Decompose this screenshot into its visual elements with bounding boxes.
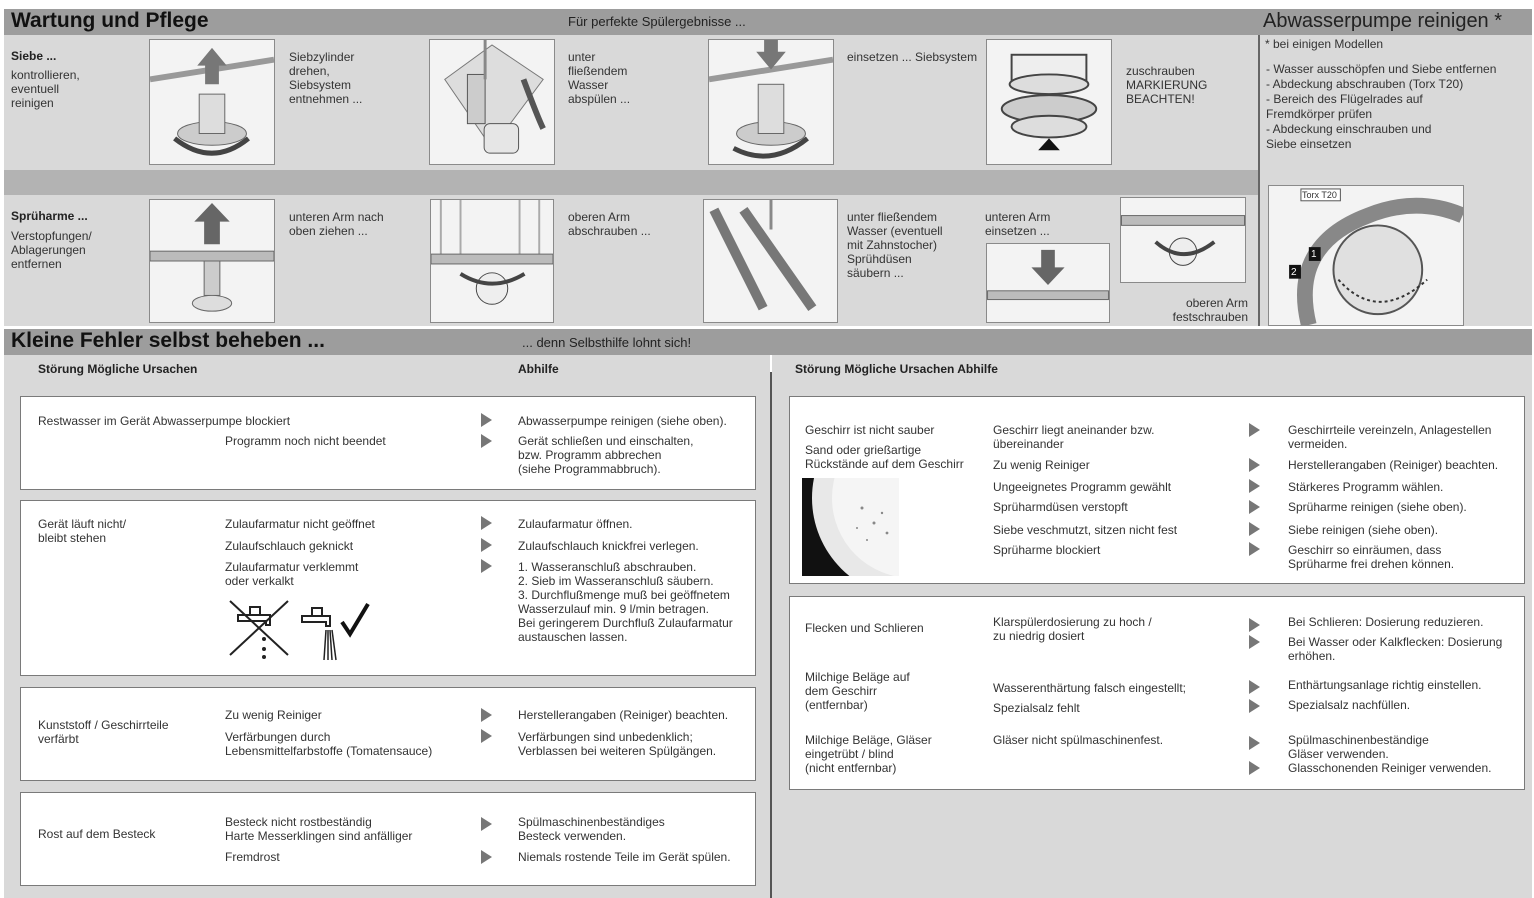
stoerung-cell: Gerät läuft nicht/ bleibt stehen: [38, 517, 127, 545]
arrow-icon: [481, 708, 492, 722]
step-abspuelen: unter fließendem Wasser abspülen ...: [568, 50, 631, 106]
ursache-cell: Sprüharmdüsen verstopft: [993, 500, 1128, 514]
siebe-illustration-4: [986, 39, 1112, 165]
ursache-cell: Klarspülerdosierung zu hoch / zu niedrig dosiert: [993, 615, 1152, 643]
pumpe-illustration: [1268, 185, 1464, 326]
step-zuschrauben: zuschrauben MARKIERUNG BEACHTEN!: [1126, 64, 1208, 106]
ursache-cell: Zu wenig Reiniger: [225, 708, 322, 722]
arrow-icon: [1249, 736, 1260, 750]
arrow-icon: [1249, 761, 1260, 775]
stoerung-cell: Milchige Beläge, Gläser eingetrübt / blind (nicht entfernbar): [805, 733, 932, 775]
step-einsetzen: einsetzen ... Siebsystem: [847, 50, 978, 64]
arrow-icon: [481, 850, 492, 864]
stoerung-cell: Sand oder grießartige Rückstände auf dem Geschirr: [805, 443, 964, 471]
ursache-cell: Besteck nicht rostbeständig Harte Messerklingen sind anfälliger: [225, 815, 413, 843]
pumpe-divider: [1258, 35, 1260, 326]
abhilfe-cell: Spezialsalz nachfüllen.: [1288, 698, 1411, 712]
stoerung-cell: Restwasser im Gerät Abwasserpumpe blockiert: [38, 414, 291, 428]
abhilfe-cell: Niemals rostende Teile im Gerät spülen.: [518, 850, 731, 864]
arrow-icon: [1249, 542, 1260, 556]
arrow-icon: [481, 516, 492, 530]
stoerung-cell: Flecken und Schlieren: [805, 621, 924, 635]
ursache-cell: Verfärbungen durch Lebensmittelfarbstoffe (Tomatensauce): [225, 730, 433, 758]
ursache-cell: Zulaufarmatur verklemmt oder verkalkt: [225, 560, 359, 588]
wartung-subtitle: Für perfekte Spülergebnisse ...: [568, 14, 746, 29]
fehler-title: Kleine Fehler selbst beheben ...: [11, 329, 325, 352]
abhilfe-cell: Spülmaschinenbeständiges Besteck verwenden.: [518, 815, 665, 843]
step-oberen-ab: oberen Arm abschrauben ...: [568, 210, 651, 238]
arrow-icon: [1249, 423, 1260, 437]
pumpe-marker-2: 2: [1291, 267, 1297, 278]
pumpe-step: - Wasser ausschöpfen und Siebe entfernen: [1266, 62, 1497, 76]
torx-label: Torx T20: [1302, 190, 1337, 200]
right-column-header: Störung Mögliche Ursachen Abhilfe: [795, 362, 998, 376]
spruh-illustration-3: [703, 199, 838, 323]
spruh-description: Verstopfungen/ Ablagerungen entfernen: [11, 229, 92, 271]
abhilfe-cell: Bei Schlieren: Dosierung reduzieren.: [1288, 615, 1484, 629]
spruh-illustration-1: [149, 199, 275, 323]
abhilfe-cell: Abwasserpumpe reinigen (siehe oben).: [518, 414, 727, 428]
spruh-illustration-5: [1120, 197, 1246, 283]
abhilfe-cell: Zulaufschlauch knickfrei verlegen.: [518, 539, 699, 553]
ursache-cell: Zulaufarmatur nicht geöffnet: [225, 517, 375, 531]
step-siebzylinder: Siebzylinder drehen, Siebsystem entnehmen ...: [289, 50, 363, 106]
faucet-closed-icon: [226, 597, 292, 661]
abhilfe-cell: 1. Wasseranschluß abschrauben. 2. Sieb im Wasseranschluß säubern. 3. Durchflußmenge muß bei geöffnetem Wasserzulauf min. 9 l/min betragen. Bei geringerem Durchfluß Zulaufarmatur austauschen lassen.: [518, 560, 733, 644]
stoerung-cell: Kunststoff / Geschirrteile verfärbt: [38, 718, 169, 746]
fehler-subtitle: ... denn Selbsthilfe lohnt sich!: [522, 335, 692, 350]
step-fliessend: unter fließendem Wasser (eventuell mit Zahnstocher) Sprühdüsen säubern ...: [847, 210, 943, 280]
abhilfe-cell: Enthärtungsanlage richtig einstellen.: [1288, 678, 1482, 692]
ursache-cell: Geschirr liegt aneinander bzw. übereinander: [993, 423, 1155, 451]
stoerung-cell: Milchige Beläge auf dem Geschirr (entfernbar): [805, 670, 910, 712]
left-column-header: Störung Mögliche Ursachen: [38, 362, 198, 376]
arrow-icon: [1249, 458, 1260, 472]
pumpe-step: - Abdeckung einschrauben und Siebe einsetzen: [1266, 122, 1432, 151]
arrow-icon: [1249, 522, 1260, 536]
abhilfe-cell: Herstellerangaben (Reiniger) beachten.: [1288, 458, 1499, 472]
arrow-icon: [1249, 699, 1260, 713]
spruh-heading: Sprüharme ...: [11, 209, 88, 223]
abhilfe-cell: Gerät schließen und einschalten, bzw. Programm abbrechen (siehe Programmabbruch).: [518, 434, 694, 476]
stoerung-cell: Geschirr ist nicht sauber: [805, 423, 935, 437]
arrow-icon: [481, 729, 492, 743]
wartung-divider-band: [4, 170, 1258, 195]
ursache-cell: Zulaufschlauch geknickt: [225, 539, 354, 553]
abhilfe-cell: Geschirr so einräumen, dass Sprüharme frei drehen können.: [1288, 543, 1455, 571]
abhilfe-cell: Bei Wasser oder Kalkflecken: Dosierung erhöhen.: [1288, 635, 1503, 663]
arrow-icon: [1249, 479, 1260, 493]
arrow-icon: [1249, 618, 1260, 632]
ursache-cell: Zu wenig Reiniger: [993, 458, 1090, 472]
step-oberen-fest: oberen Arm festschrauben: [1172, 296, 1248, 324]
abhilfe-cell: Spülmaschinenbeständige Gläser verwenden.: [1288, 733, 1429, 761]
ursache-cell: Sprüharme blockiert: [993, 543, 1101, 557]
siebe-description: kontrollieren, eventuell reinigen: [11, 68, 80, 110]
arrow-icon: [481, 559, 492, 573]
ursache-cell: Fremdrost: [225, 850, 280, 864]
abhilfe-cell: Sprüharme reinigen (siehe oben).: [1288, 500, 1467, 514]
plate-residue-photo: [802, 478, 899, 576]
spruh-illustration-4: [986, 243, 1110, 323]
left-column-header-abhilfe: Abhilfe: [518, 362, 559, 376]
abhilfe-cell: Verfärbungen sind unbedenklich; Verblassen bei weiteren Spülgängen.: [518, 730, 717, 758]
step-unteren-ziehen: unteren Arm nach oben ziehen ...: [289, 210, 384, 238]
abhilfe-cell: Stärkeres Programm wählen.: [1288, 480, 1444, 494]
spruh-illustration-2: [430, 199, 554, 323]
stoerung-cell: Rost auf dem Besteck: [38, 827, 156, 841]
arrow-icon: [481, 538, 492, 552]
abhilfe-cell: Glasschonenden Reiniger verwenden.: [1288, 761, 1492, 775]
siebe-illustration-2: [429, 39, 555, 165]
abhilfe-cell: Zulaufarmatur öffnen.: [518, 517, 633, 531]
pumpe-title: Abwasserpumpe reinigen *: [1263, 10, 1503, 32]
pumpe-note: * bei einigen Modellen: [1265, 37, 1384, 51]
faucet-open-check-icon: [300, 600, 372, 662]
ursache-cell: Programm noch nicht beendet: [225, 434, 386, 448]
ursache-cell: Gläser nicht spülmaschinenfest.: [993, 733, 1164, 747]
arrow-icon: [1249, 680, 1260, 694]
siebe-illustration-3: [708, 39, 834, 165]
siebe-illustration-1: [149, 39, 275, 165]
siebe-heading: Siebe ...: [11, 49, 57, 63]
arrow-icon: [481, 413, 492, 427]
step-unteren-ein: unteren Arm einsetzen ...: [985, 210, 1051, 238]
pumpe-steps: [1266, 62, 1496, 152]
ursache-cell: Siebe veschmutzt, sitzen nicht fest: [993, 523, 1178, 537]
wartung-title: Wartung und Pflege: [11, 9, 209, 32]
abhilfe-cell: Geschirrteile vereinzeln, Anlagestellen vermeiden.: [1288, 423, 1492, 451]
ursache-cell: Wasserenthärtung falsch eingestellt; Spezialsalz fehlt: [993, 681, 1186, 715]
arrow-icon: [481, 434, 492, 448]
arrow-icon: [481, 817, 492, 831]
arrow-icon: [1249, 500, 1260, 514]
pumpe-marker-1: 1: [1311, 249, 1317, 260]
pumpe-step: - Bereich des Flügelrades auf Fremdkörper prüfen: [1266, 92, 1423, 121]
abhilfe-cell: Siebe reinigen (siehe oben).: [1288, 523, 1439, 537]
abhilfe-cell: Herstellerangaben (Reiniger) beachten.: [518, 708, 729, 722]
ursache-cell: Ungeeignetes Programm gewählt: [993, 480, 1172, 494]
pumpe-step: - Abdeckung abschrauben (Torx T20): [1266, 77, 1464, 91]
arrow-icon: [1249, 635, 1260, 649]
